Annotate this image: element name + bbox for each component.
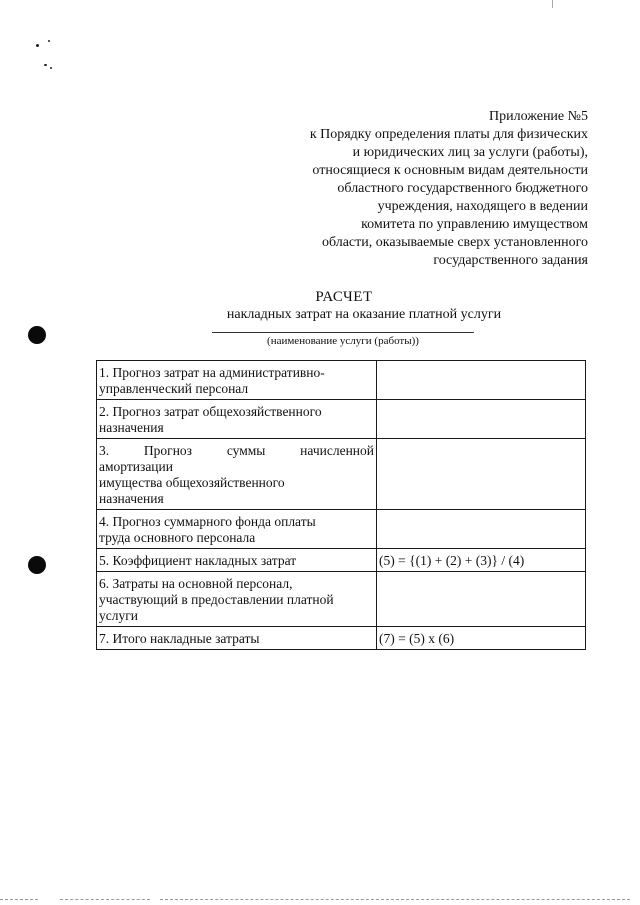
label-line: назначения xyxy=(99,491,164,506)
title-block xyxy=(0,288,640,324)
table-row xyxy=(97,439,586,510)
row-value-cell xyxy=(377,439,586,510)
punch-hole xyxy=(28,556,46,574)
appendix-line: государственного задания xyxy=(433,253,588,268)
row-formula: (5) = {(1) + (2) + (3)} / (4) xyxy=(377,549,586,572)
row-label xyxy=(97,549,377,572)
scan-edge-mark xyxy=(0,899,38,901)
label-line: 7. Итого накладные затраты xyxy=(99,631,260,646)
row-value-cell xyxy=(377,400,586,439)
scan-edge-mark xyxy=(160,899,630,901)
row-label xyxy=(97,361,377,400)
table-row xyxy=(97,361,586,400)
document-title: РАСЧЕТ xyxy=(315,289,373,305)
label-line: 5. Коэффициент накладных затрат xyxy=(99,553,297,568)
table-row xyxy=(97,549,586,572)
label-line: назначения xyxy=(99,420,164,435)
label-line: 6. Затраты на основной персонал, xyxy=(99,576,293,591)
label-line: амортизации xyxy=(99,459,173,474)
appendix-header xyxy=(268,108,588,270)
scan-mark xyxy=(552,0,553,8)
row-value-cell xyxy=(377,361,586,400)
appendix-line: области, оказываемые сверх установленного xyxy=(321,235,588,250)
scan-speck xyxy=(44,64,47,66)
calculation-table xyxy=(96,360,586,650)
appendix-line: и юридических лиц за услуги (работы), xyxy=(352,145,588,160)
row-label xyxy=(97,439,377,510)
label-line: участвующий в предоставлении платной xyxy=(99,592,334,607)
table-row xyxy=(97,510,586,549)
table-row xyxy=(97,627,586,650)
label-line-justified xyxy=(99,443,374,459)
table-row xyxy=(97,572,586,627)
appendix-line: Приложение №5 xyxy=(489,109,588,124)
label-line: 2. Прогноз затрат общехозяйственного xyxy=(99,404,322,419)
label-line: услуги xyxy=(99,608,138,623)
service-name-line xyxy=(212,332,474,333)
label-line: труда основного персонала xyxy=(99,530,256,545)
row-label xyxy=(97,627,377,650)
label-line: имущества общехозяйственного xyxy=(99,475,285,490)
label-word: суммы xyxy=(226,443,266,458)
appendix-line: областного государственного бюджетного xyxy=(337,181,588,196)
appendix-line: комитета по управлению имуществом xyxy=(361,217,588,232)
row-label xyxy=(97,572,377,627)
scan-speck xyxy=(50,67,52,69)
appendix-line: к Порядку определения платы для физических xyxy=(309,127,588,142)
row-value-cell xyxy=(377,572,586,627)
scan-speck xyxy=(36,44,39,47)
table-row xyxy=(97,400,586,439)
row-label xyxy=(97,510,377,549)
service-name-caption: (наименование услуги (работы)) xyxy=(267,335,419,347)
document-subtitle: накладных затрат на оказание платной услуги xyxy=(226,307,502,322)
row-formula: (7) = (5) х (6) xyxy=(377,627,586,650)
scan-speck xyxy=(48,40,50,42)
label-word: Прогноз xyxy=(143,443,193,458)
label-word: начисленной xyxy=(300,443,374,458)
punch-hole xyxy=(28,326,46,344)
label-line: 1. Прогноз затрат на административно- xyxy=(99,365,325,380)
scan-edge-mark xyxy=(60,899,150,901)
row-value-cell xyxy=(377,510,586,549)
appendix-line: относящиеся к основным видам деятельности xyxy=(312,163,588,178)
label-line: 4. Прогноз суммарного фонда оплаты xyxy=(99,514,316,529)
label-word: 3. xyxy=(99,443,110,458)
appendix-line: учреждения, находящего в ведении xyxy=(377,199,588,214)
row-label xyxy=(97,400,377,439)
label-line: управленческий персонал xyxy=(99,381,249,396)
